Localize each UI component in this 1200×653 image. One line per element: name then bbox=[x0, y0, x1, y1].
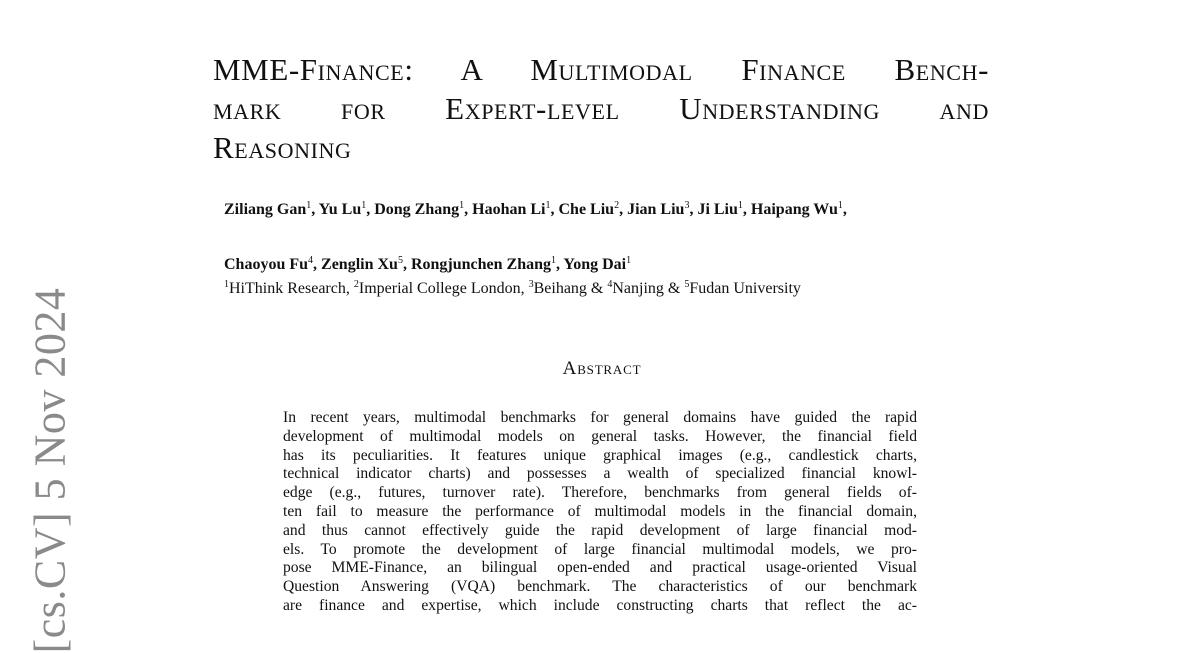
author: Jian Liu$^3$, bbox=[627, 200, 698, 218]
affiliation: $^1$HiThink Research, bbox=[224, 279, 354, 297]
abstract-line: development of multimodal models on general tasks. However, the financial field bbox=[283, 427, 917, 445]
affiliations bbox=[224, 279, 801, 299]
abstract-line: has its peculiarities. It features unique graphical images (e.g., candlestick charts, bbox=[283, 446, 917, 464]
abstract-line: are finance and expertise, which include constructing charts that reflect the ac- bbox=[283, 596, 917, 614]
author-row-1 bbox=[224, 200, 847, 220]
abstract-line: edge (e.g., futures, turnover rate). Therefore, benchmarks from general fields of- bbox=[283, 484, 917, 502]
abstract-line: In recent years, multimodal benchmarks for general domains have guided the rapid bbox=[283, 409, 917, 426]
author: Rongjunchen Zhang$^1$, bbox=[410, 255, 564, 273]
title-line-3: Reasoning bbox=[213, 130, 352, 165]
author: Ji Liu$^1$, bbox=[697, 200, 751, 218]
author: Dong Zhang$^1$, bbox=[374, 200, 473, 218]
abstract-line: technical indicator charts) and possesses a wealth of specialized financial knowl- bbox=[283, 465, 917, 483]
paper-title bbox=[213, 50, 989, 167]
title-line-1: MME-Finance: A Multimodal Finance Bench- bbox=[213, 52, 989, 87]
arxiv-stamp bbox=[20, 287, 80, 653]
author: Chaoyou Fu$^4$, bbox=[224, 255, 322, 273]
author: Haipang Wu$^1$, bbox=[750, 200, 847, 218]
abstract-line: Question Answering (VQA) benchmark. The characteristics of our benchmark bbox=[283, 578, 917, 596]
abstract-line: and thus cannot effectively guide the rapid development of large financial mod- bbox=[283, 521, 917, 539]
abstract-heading-text: Abstract bbox=[562, 358, 642, 379]
author: Yong Dai$^1$ bbox=[563, 255, 632, 273]
author: Ziliang Gan$^1$, bbox=[224, 200, 319, 218]
author-row-2 bbox=[224, 255, 631, 275]
author: Haohan Li$^1$, bbox=[472, 200, 559, 218]
affiliation: $^4$Nanjing & bbox=[607, 279, 685, 297]
author: Zenglin Xu$^5$, bbox=[321, 255, 411, 273]
abstract-body bbox=[283, 409, 917, 616]
title-line-2: mark for Expert-level Understanding and bbox=[213, 91, 989, 126]
abstract-line: els. To promote the development of large financial multimodal models, we pro- bbox=[283, 540, 917, 558]
arxiv-stamp-text: [cs.CV] 5 Nov 2024 bbox=[25, 287, 75, 653]
abstract-line: pose MME-Finance, an bilingual open-ended and practical usage-oriented Visual bbox=[283, 559, 917, 577]
author: Che Liu$^2$, bbox=[558, 200, 628, 218]
affiliation: $^3$Beihang & bbox=[528, 279, 608, 297]
affiliation: $^5$Fudan University bbox=[684, 279, 801, 297]
abstract-line: ten fail to measure the performance of multimodal models in the financial domain, bbox=[283, 502, 917, 520]
affiliation: $^2$Imperial College London, bbox=[353, 279, 529, 297]
abstract-heading bbox=[0, 358, 1200, 380]
author: Yu Lu$^1$, bbox=[318, 200, 375, 218]
